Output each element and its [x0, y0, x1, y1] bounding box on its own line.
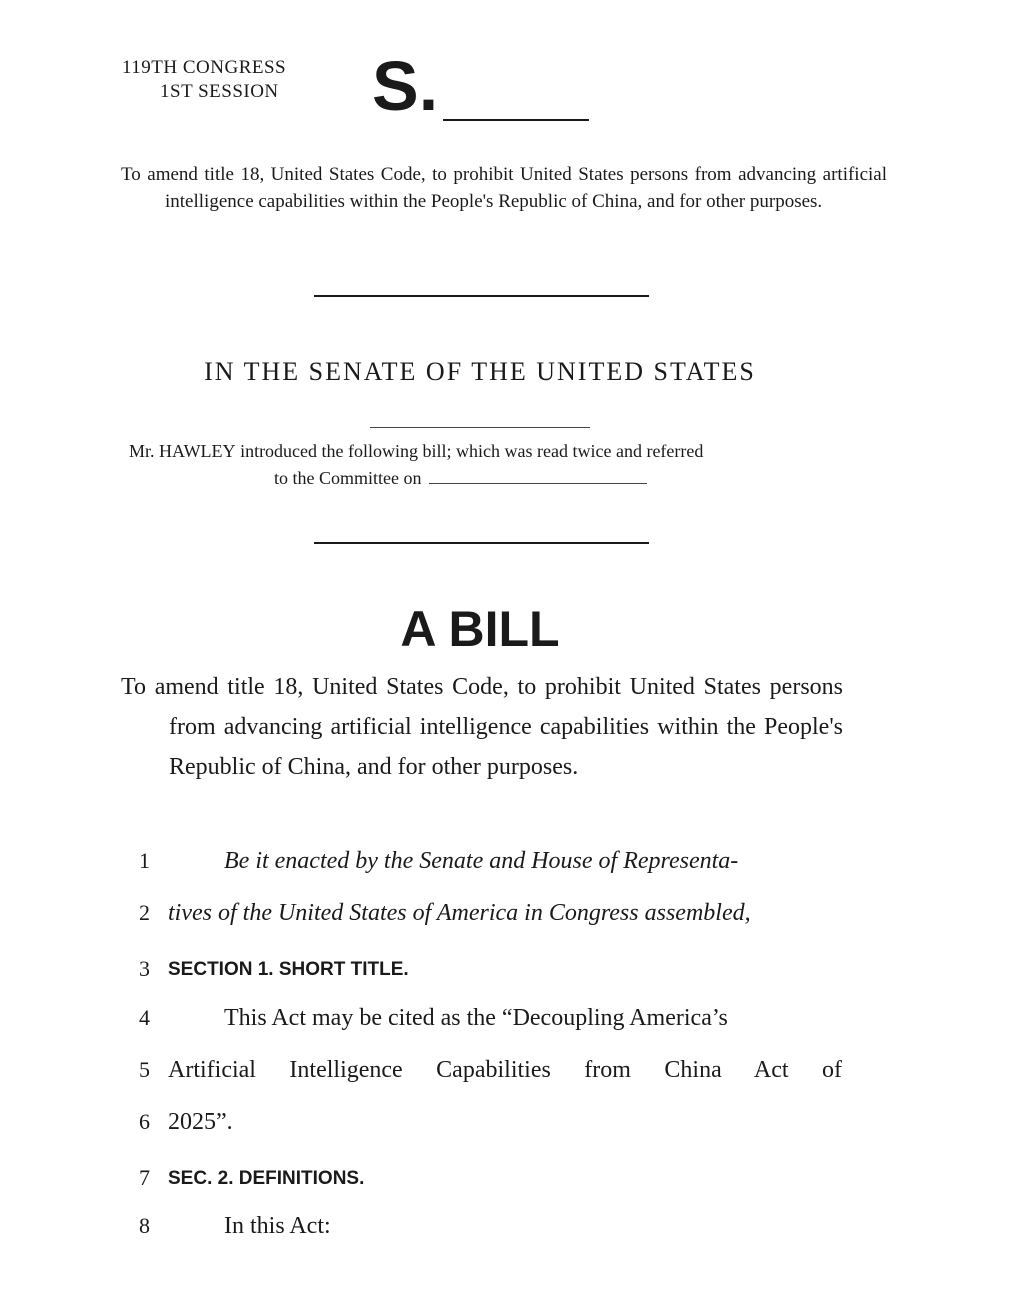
long-title-text: To amend title 18, United States Code, to prohibit United States persons from advancing artificial intelligence capabilities within the People's Republic of China, and for other purposes. [121, 674, 843, 780]
congress-number: 119TH CONGRESS [122, 57, 287, 78]
section-heading: SEC. 2. DEFINITIONS. [168, 1168, 365, 1189]
bill-line [0, 1109, 845, 1161]
bill-line [0, 900, 845, 952]
bill-line [0, 956, 845, 1008]
session-number: 1ST SESSION [160, 81, 279, 102]
introduction-paragraph [129, 438, 835, 492]
bill-line [0, 1213, 845, 1265]
line-text: This Act may be cited as the “Decoupling America’s [224, 1005, 728, 1031]
line-number: 8 [139, 1213, 150, 1238]
bill-number-blank [443, 119, 589, 121]
line-number: 4 [139, 1005, 150, 1030]
long-title [121, 667, 843, 787]
bill-line [0, 1057, 845, 1109]
introduction-text: introduced the following bill; which was read twice and referred [240, 441, 704, 461]
line-number: 6 [139, 1109, 150, 1134]
committee-text: to the Committee on [274, 468, 422, 488]
sponsor-prefix: Mr. [129, 441, 155, 461]
bill-line [0, 848, 845, 900]
bill-prefix: S. [372, 47, 439, 125]
bill-line [0, 1005, 845, 1057]
line-number: 7 [139, 1165, 150, 1190]
section-heading: SECTION 1. SHORT TITLE. [168, 959, 409, 980]
sponsor-name: HAWLEY [159, 441, 236, 461]
line-text: Artificial Intelligence Capabilities from China Act of [168, 1057, 842, 1083]
line-text: In this Act: [224, 1213, 331, 1239]
bill-heading: A BILL [400, 601, 560, 657]
line-number: 3 [139, 956, 150, 981]
line-text: tives of the United States of America in Congress assembled, [168, 900, 751, 926]
line-text: Be it enacted by the Senate and House of Representa- [224, 848, 739, 874]
divider-thin [370, 427, 590, 428]
divider-middle [314, 542, 649, 544]
divider-top [314, 295, 649, 297]
line-number: 2 [139, 900, 150, 925]
bill-line [0, 1165, 845, 1217]
line-number: 5 [139, 1057, 150, 1082]
chamber-heading: IN THE SENATE OF THE UNITED STATES [204, 357, 756, 386]
congress-session-header [122, 56, 286, 104]
line-number: 1 [139, 848, 150, 873]
line-text: 2025”. [168, 1109, 233, 1135]
committee-blank [429, 483, 647, 484]
short-description: To amend title 18, United States Code, to prohibit United States persons from advancing artificial intelligence capabilities within the People's Republic of China, and for other purposes. [121, 164, 887, 212]
